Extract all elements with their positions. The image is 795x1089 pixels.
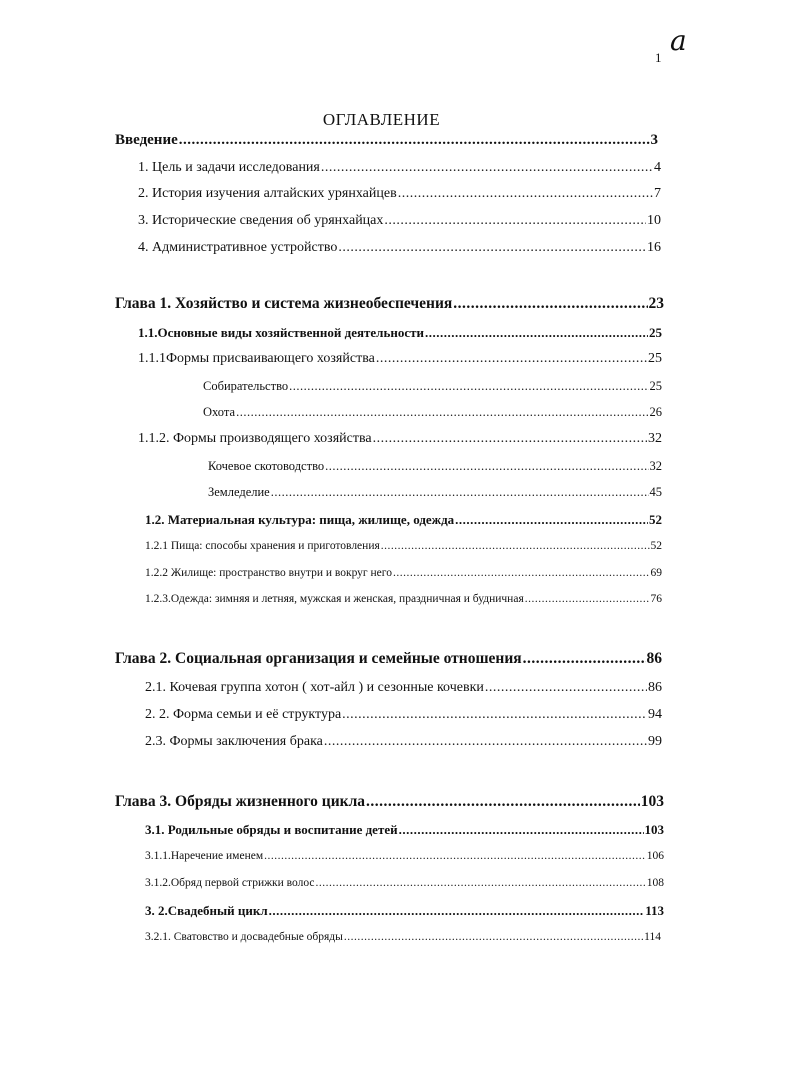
toc-entry (145, 680, 662, 696)
leader-dots (384, 213, 646, 229)
leader-dots (425, 325, 648, 341)
leader-dots (342, 707, 647, 723)
toc-chapter-1 (115, 295, 664, 313)
leader-dots (344, 931, 643, 943)
toc-entry-page: 52 (649, 512, 662, 527)
toc-entry-label: Глава 3. Обряды жизненного цикла (115, 793, 366, 810)
toc-entry-label: 1.1.1Формы присваивающего хозяйства (138, 351, 375, 366)
toc-entry-page: 25 (649, 325, 662, 340)
leader-dots (398, 186, 653, 202)
leader-dots (453, 295, 647, 313)
leader-dots (321, 160, 653, 176)
toc-entry (138, 240, 661, 256)
toc-entry-page: 3 (650, 132, 658, 148)
toc-entry-label: Охота (203, 405, 236, 419)
leader-dots (523, 650, 646, 668)
toc-entry (145, 931, 661, 943)
leader-dots (338, 240, 646, 256)
toc-entry-page: 10 (647, 213, 661, 228)
page-number: 1 (655, 50, 662, 65)
toc-entry-label: 1.1.2. Формы производящего хозяйства (138, 431, 372, 446)
leader-dots (393, 567, 650, 579)
toc-entry (208, 485, 662, 500)
toc-entry-label: Глава 1. Хозяйство и система жизнеобеспечения (115, 295, 453, 312)
toc-entry (145, 707, 662, 723)
leader-dots (264, 850, 646, 862)
toc-entry (138, 351, 662, 367)
toc-entry-page: 108 (646, 877, 664, 889)
toc-chapter-2 (115, 650, 662, 668)
leader-dots (271, 485, 649, 500)
toc-entry-page: 4 (654, 160, 661, 175)
leader-dots (179, 132, 650, 149)
toc-entry-page: 25 (649, 379, 662, 393)
leader-dots (373, 431, 647, 447)
toc-chapter-3 (115, 793, 664, 811)
leader-dots (269, 903, 645, 919)
leader-dots (236, 405, 648, 420)
toc-entry-label: 3. Исторические сведения об урянхайцах (138, 213, 384, 228)
toc-entry-page: 76 (650, 593, 662, 605)
toc-entry-label: 1.2.2 Жилище: пространство внутри и вокруг него (145, 567, 392, 579)
toc-entry-label: 3.1.1.Наречение именем (145, 850, 264, 862)
toc-entry (208, 459, 662, 474)
toc-entry-label: Земледелие (208, 485, 270, 499)
toc-entry-page: 45 (649, 485, 662, 499)
toc-entry-label: 3.2.1. Сватовство и досвадебные обряды (145, 931, 343, 943)
toc-entry-page: 113 (645, 903, 664, 918)
toc-entry-page: 32 (649, 459, 662, 473)
toc-entry (145, 734, 662, 750)
toc-entry-page: 52 (650, 540, 662, 552)
leader-dots (324, 734, 647, 750)
toc-entry-page: 103 (644, 822, 664, 837)
toc-entry-label: 1.2.3.Одежда: зимняя и летняя, мужская и женская, праздничная и будничная (145, 593, 524, 605)
toc-entry-page: 94 (648, 707, 662, 722)
toc-entry (145, 903, 664, 919)
toc-entry (138, 213, 661, 229)
toc-entry-page: 86 (646, 650, 662, 667)
toc-entry (138, 325, 662, 341)
leader-dots (381, 540, 650, 552)
toc-entry (138, 431, 662, 447)
toc-entry-label: 3.1.2.Обряд первой стрижки волос (145, 877, 315, 889)
toc-entry-label: 2. 2. Форма семьи и её структура (145, 707, 342, 722)
toc-entry-label: Глава 2. Социальная организация и семейные отношения (115, 650, 522, 667)
toc-entry-page: 69 (650, 567, 662, 579)
toc-entry-label: Собирательство (203, 379, 289, 393)
leader-dots (325, 459, 648, 474)
toc-entry-label: 2.1. Кочевая группа хотон ( хот-айл ) и сезонные кочевки (145, 680, 484, 695)
toc-entry-label: 2. История изучения алтайских урянхайцев (138, 186, 397, 201)
leader-dots (316, 877, 646, 889)
toc-entry-page: 26 (649, 405, 662, 419)
leader-dots (376, 351, 647, 367)
toc-entry-label: 3. 2.Свадебный цикл (145, 903, 268, 918)
toc-entry (145, 593, 662, 605)
toc-entry-label: 1.2. Материальная культура: пища, жилище, одежда (145, 512, 455, 527)
toc-entry-page: 7 (654, 186, 661, 201)
toc-entry-page: 86 (648, 680, 662, 695)
toc-entry-page: 25 (648, 351, 662, 366)
leader-dots (366, 793, 640, 811)
handwritten-mark: a (670, 24, 687, 57)
leader-dots (455, 512, 648, 528)
leader-dots (485, 680, 647, 696)
toc-entry-page: 106 (646, 850, 664, 862)
toc-entry-label: 3.1. Родильные обряды и воспитание детей (145, 822, 398, 837)
toc-entry (145, 512, 662, 528)
toc-entry (138, 160, 661, 176)
toc-title: ОГЛАВЛЕНИЕ (322, 110, 441, 129)
toc-entry (145, 540, 662, 552)
leader-dots (289, 379, 648, 394)
toc-entry-intro (115, 132, 658, 149)
toc-entry (145, 850, 664, 862)
toc-entry (203, 405, 662, 420)
toc-entry-label: Кочевое скотоводство (208, 459, 325, 473)
toc-entry-label: 1. Цель и задачи исследования (138, 160, 320, 175)
toc-entry-page: 114 (644, 931, 661, 943)
toc-entry-page: 99 (648, 734, 662, 749)
toc-entry (145, 822, 664, 838)
toc-entry-page: 103 (640, 793, 664, 810)
toc-entry (138, 186, 661, 202)
toc-entry-page: 16 (647, 240, 661, 255)
toc-entry (145, 877, 664, 889)
toc-entry (203, 379, 662, 394)
toc-entry-page: 23 (648, 295, 664, 312)
toc-entry-label: Введение (115, 132, 178, 148)
toc-entry-label: 1.1.Основные виды хозяйственной деятельности (138, 325, 424, 340)
toc-entry-label: 1.2.1 Пища: способы хранения и приготовления (145, 540, 380, 552)
toc-entry-page: 32 (648, 431, 662, 446)
leader-dots (399, 822, 644, 838)
toc-entry-label: 2.3. Формы заключения брака (145, 734, 323, 749)
toc-entry (145, 567, 662, 579)
leader-dots (525, 593, 650, 605)
toc-entry-label: 4. Административное устройство (138, 240, 338, 255)
